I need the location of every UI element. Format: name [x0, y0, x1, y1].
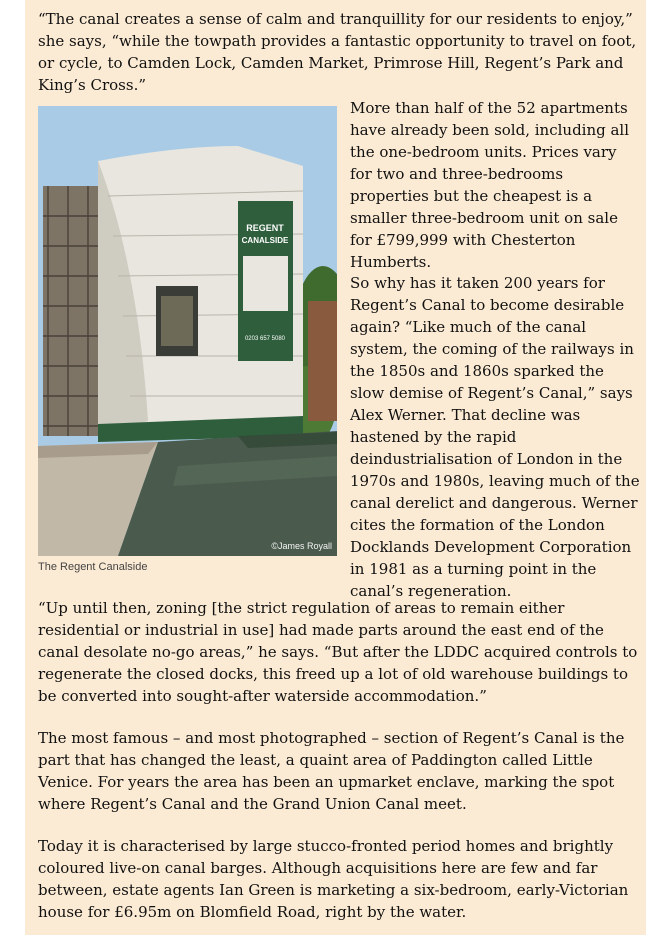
paragraph-2: More than half of the 52 apartments have already been sold, including all the one-bedroom units. Prices vary for two and three-bedrooms properties but the cheapest is a smaller three-bedroom unit on sale for £799,999 with Chesterton Humberts.: [350, 99, 630, 271]
photo-caption: The Regent Canalside: [38, 561, 148, 573]
paragraph-6: Today it is characterised by large stucco-fronted period homes and brightly coloured live-on canal barges. Although acquisitions here are few and far between, estate agents Ian Green is marketing a six-bedroom, early-Victorian house for £6.95m on Blomfield Road, right by the water.: [38, 837, 629, 921]
paragraph-5: The most famous – and most photographed – section of Regent’s Canal is the part that has changed the least, a quaint area of Paddington called Little Venice. For years the area has been an upmarket enclave, marking the spot where Regent’s Canal and the Grand Union Canal meet.: [38, 729, 625, 813]
paragraph-1: “The canal creates a sense of calm and tranquillity for our residents to enjoy,” she says, “while the towpath provides a fantastic opportunity to travel on foot, or cycle, to Camden Lock, Camden Market, Primrose Hill, Regent’s Park and King’s Cross.”: [38, 10, 637, 94]
photo-credit: ©James Royall: [271, 541, 332, 551]
article-photo: [38, 106, 337, 556]
paragraph-4: “Up until then, zoning [the strict regulation of areas to remain either residential or industrial in use] had made parts around the east end of the canal desolate no-go areas,” he says. “But after the LDDC acquired controls to regenerate the closed docks, this freed up a lot of old warehouse buildings to be converted into sought-after waterside accommodation.”: [38, 599, 638, 705]
banner-line-1: REGENT: [246, 223, 284, 233]
paragraph-3: So why has it taken 200 years for Regent’s Canal to become desirable again? “Like much of the canal system, the coming of the railways in the 1850s and 1860s sparked the slow demise of Regent’s Canal,” says Alex Werner. That decline was hastened by the rapid deindustrialisation of London in the 1970s and 1980s, leaving much of the canal derelict and dangerous. Werner cites the formation of the London Docklands Development Corporation in 1981 as a turning point in the canal’s regeneration.: [350, 274, 640, 600]
article-page: [25, 0, 646, 935]
banner-line-2: CANALSIDE: [241, 236, 289, 245]
banner-phone: 0203 657 5080: [244, 336, 286, 342]
regent-canalside-photo: [38, 106, 337, 556]
